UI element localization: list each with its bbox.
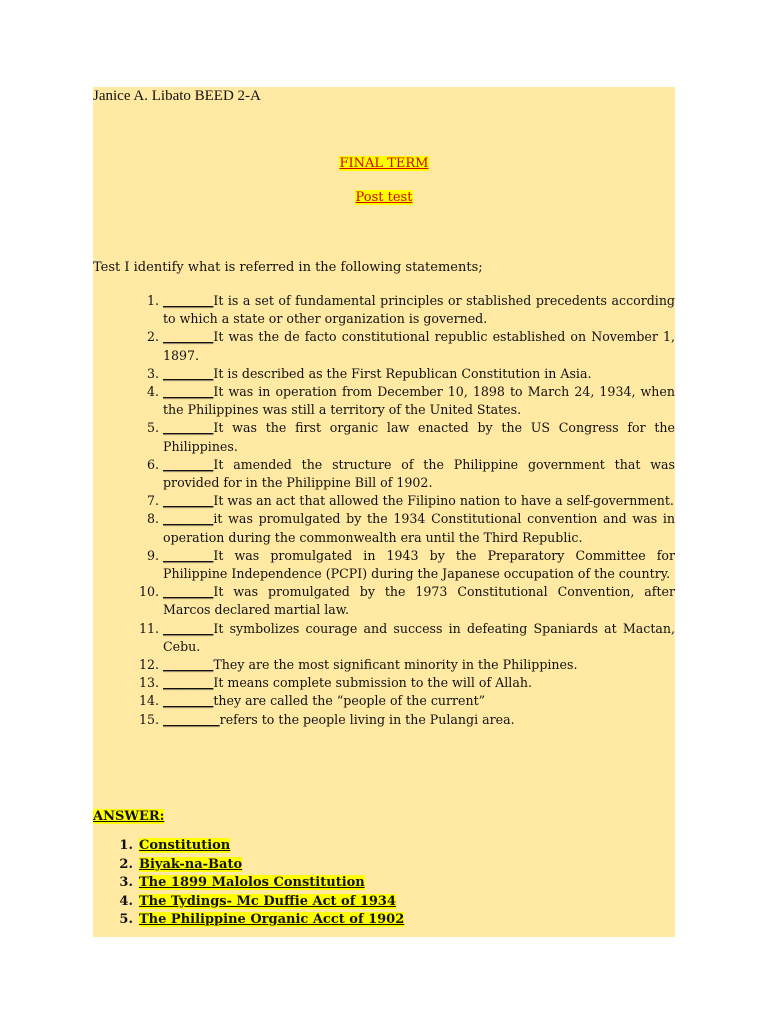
answer-blank: ________ — [163, 693, 214, 709]
answer-text: The 1899 Malolos Constitution — [139, 875, 365, 890]
question-text: It means complete submission to the will of Allah. — [213, 675, 532, 691]
answer-number: 4. — [119, 893, 133, 909]
answers-heading: ANSWER: — [93, 809, 165, 824]
question-item — [146, 510, 675, 546]
question-number: 14. — [138, 693, 159, 709]
question-number: 13. — [138, 675, 159, 691]
question-item — [138, 711, 675, 729]
answer-number: 3. — [119, 875, 133, 890]
answer-list — [119, 837, 405, 930]
answer-text: Constitution — [139, 838, 231, 853]
question-item — [138, 656, 675, 674]
question-text: it was promulgated by the 1934 Constitutional convention and was in operation during the commonwealth era until the Third Republic. — [163, 511, 675, 545]
answer-blank: ________ — [163, 384, 214, 400]
answer-number: 2. — [119, 856, 133, 872]
question-number: 1. — [146, 293, 159, 308]
answer-number: 5. — [119, 912, 133, 927]
answer-blank: ________ — [163, 657, 214, 673]
answer-text: The Philippine Organic Acct of 1902 — [139, 912, 405, 927]
question-item — [138, 583, 675, 619]
question-item — [146, 419, 675, 455]
question-text: It was promulgated by the 1973 Constitutional Convention, after Marcos declared martial law. — [163, 584, 675, 618]
question-text: It was an act that allowed the Filipino nation to have a self-government. — [213, 493, 674, 509]
author-line: Janice A. Libato BEED 2-A — [93, 88, 261, 104]
question-number: 8. — [146, 511, 159, 527]
question-number: 11. — [138, 620, 159, 636]
answer-blank: ________ — [163, 584, 214, 600]
question-text: It was the first organic law enacted by the US Congress for the Philippines. — [163, 420, 675, 454]
answer-blank: ________ — [163, 293, 214, 308]
question-text: They are the most significant minority in the Philippines. — [213, 657, 578, 673]
question-number: 5. — [146, 420, 159, 436]
question-text: It is a set of fundamental principles or stablished precedents according to which a state or other organization is governed. — [163, 293, 675, 327]
answer-item — [119, 856, 404, 875]
document-page — [93, 87, 675, 937]
question-number: 2. — [146, 329, 159, 345]
question-text: refers to the people living in the Pulangi area. — [219, 711, 515, 727]
question-number: 15. — [138, 711, 159, 727]
question-text: It is described as the First Republican Constitution in Asia. — [213, 365, 592, 381]
question-item — [146, 456, 675, 492]
question-item — [146, 292, 675, 328]
answer-item — [119, 893, 404, 912]
question-text: they are called the “people of the current” — [213, 693, 486, 709]
question-number: 9. — [146, 547, 159, 563]
question-list — [138, 292, 675, 729]
question-item — [138, 692, 675, 710]
answer-blank: ________ — [163, 329, 214, 345]
answer-blank: ________ — [163, 493, 214, 509]
question-number: 4. — [146, 384, 159, 400]
answer-text: The Tydings- Mc Duffie Act of 1934 — [139, 893, 396, 909]
question-text: It amended the structure of the Philippine government that was provided for in the Philippine Bill of 1902. — [163, 456, 675, 491]
question-text: It was in operation from December 10, 1898 to March 24, 1934, when the Philippines was still a territory of the United States. — [163, 384, 675, 418]
test-instruction: Test I identify what is referred in the following statements; — [93, 260, 483, 275]
question-item — [146, 365, 675, 383]
answer-item — [119, 911, 405, 930]
answer-blank: ________ — [163, 365, 214, 381]
question-number: 6. — [146, 456, 159, 472]
question-number: 12. — [138, 657, 159, 673]
question-text: It symbolizes courage and success in defeating Spaniards at Mactan, Cebu. — [163, 620, 675, 654]
answer-text: Biyak-na-Bato — [139, 856, 243, 872]
term-title: FINAL TERM — [339, 156, 429, 171]
answer-item — [119, 874, 404, 893]
question-item — [146, 547, 675, 583]
answer-blank: ________ — [163, 511, 214, 527]
answer-blank: ________ — [163, 456, 214, 472]
answer-blank: _________ — [163, 711, 220, 727]
answer-blank: ________ — [163, 420, 214, 436]
answer-number: 1. — [119, 838, 133, 853]
answer-blank: ________ — [163, 675, 214, 691]
question-number: 10. — [138, 584, 159, 600]
answer-blank: ________ — [163, 547, 214, 563]
question-item — [146, 492, 675, 510]
question-number: 7. — [146, 493, 159, 509]
question-item — [146, 383, 675, 419]
question-item — [138, 620, 675, 656]
question-item — [146, 328, 675, 364]
question-number: 3. — [146, 365, 159, 381]
answer-blank: ________ — [163, 620, 214, 636]
answer-item — [119, 837, 404, 856]
question-text: It was promulgated in 1943 by the Preparatory Committee for Philippine Independence (PCPI) during the Japanese occupation of the country. — [163, 547, 675, 582]
question-item — [138, 674, 675, 692]
question-text: It was the de facto constitutional republic established on November 1, 1897. — [163, 329, 675, 363]
test-title: Post test — [355, 190, 413, 205]
